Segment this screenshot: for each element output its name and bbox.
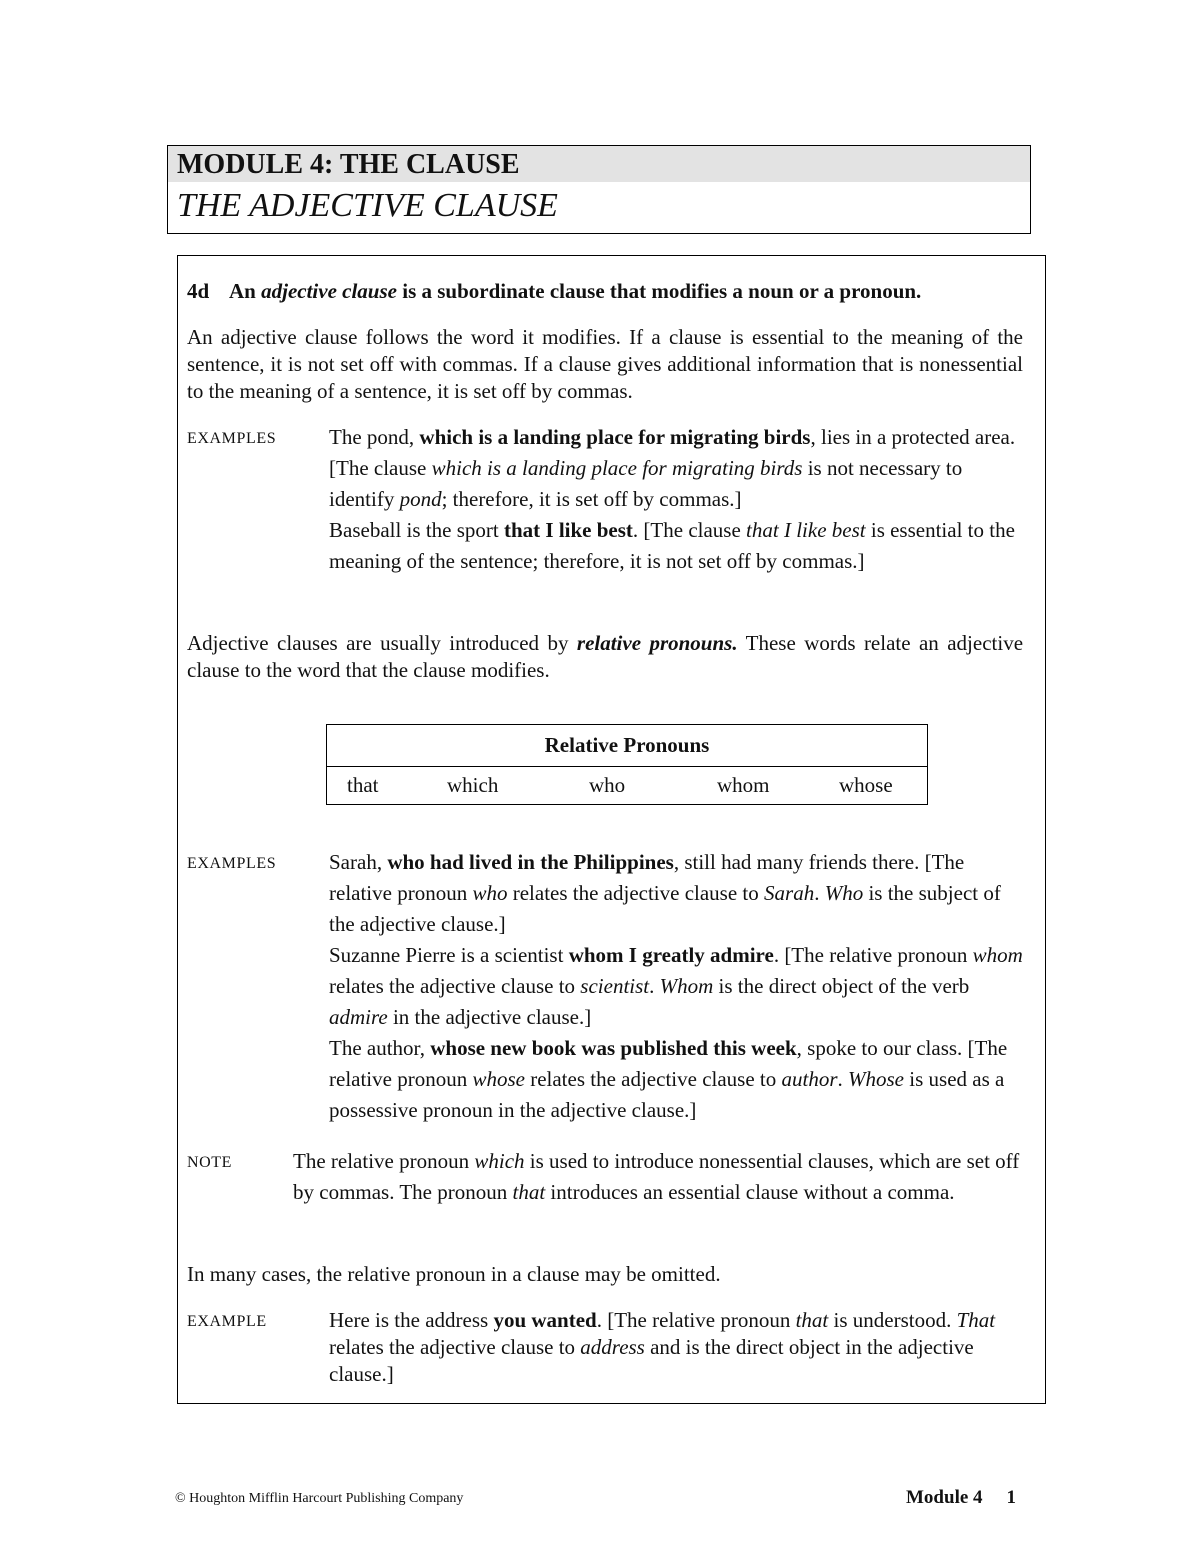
intro-paragraph: An adjective clause follows the word it modifies. If a clause is essential to the meaning of the sentence, it is not set off with commas. If a clause gives additional information that is nonessential to the meaning of a sentence, it is set off by commas. <box>187 325 1023 403</box>
example-author: The author, whose new book was published this week, spoke to our class. [The relative pronoun whose relates the adjective clause to author. Whose is used as a possessive pronoun in the adjective clause.] <box>329 1036 1008 1122</box>
example-label: EXAMPLE <box>187 1313 267 1330</box>
pronoun-cell: that <box>347 773 379 797</box>
rule-statement: 4d An adjective clause is a subordinate clause that modifies a noun or a pronoun. <box>187 279 922 303</box>
relative-pronouns-table <box>326 724 928 805</box>
rule-term: adjective clause <box>261 279 397 303</box>
module-header <box>167 145 1031 234</box>
relative-pronoun-paragraph: Adjective clauses are usually introduced by relative pronouns. These words relate an adjective clause to the word that the clause modifies. <box>187 631 1024 682</box>
pronoun-cell: who <box>589 773 626 797</box>
example-suzanne: Suzanne Pierre is a scientist whom I greatly admire. [The relative pronoun whom relates the adjective clause to scientist. Whom is the direct object of the verb admire in the adjective clause.] <box>329 943 1023 1029</box>
note-text: The relative pronoun which is used to introduce nonessential clauses, which are set off by commas. The pronoun that introduces an essential clause without a comma. <box>293 1149 1020 1204</box>
rule-number: 4d <box>187 279 210 303</box>
module-title: MODULE 4: THE CLAUSE <box>168 146 1030 182</box>
pronoun-cell: whose <box>839 773 893 797</box>
copyright-footer: © Houghton Mifflin Harcourt Publishing Company <box>175 1491 464 1506</box>
example-baseball: Baseball is the sport that I like best. [The clause that I like best is essential to the meaning of the sentence; therefore, it is not set off by commas.] <box>329 518 1015 573</box>
omit-paragraph: In many cases, the relative pronoun in a clause may be omitted. <box>187 1262 721 1286</box>
page-number: 1 <box>1006 1487 1017 1508</box>
footer-module: Module 4 <box>906 1487 983 1508</box>
table-row <box>327 767 927 805</box>
examples-label: EXAMPLES <box>187 430 277 447</box>
examples-label: EXAMPLES <box>187 855 277 872</box>
lesson-title: THE ADJECTIVE CLAUSE <box>177 187 558 224</box>
example-sarah: Sarah, who had lived in the Philippines, still had many friends there. [The relative pronoun who relates the adjective clause to Sarah. Who is the subject of the adjective clause.] <box>329 850 1001 936</box>
page-footer <box>906 1487 1016 1509</box>
table-title: Relative Pronouns <box>327 725 927 767</box>
example-pond: The pond, which is a landing place for migrating birds, lies in a protected area. [The clause which is a landing place for migrating birds is not necessary to identify pond; therefore, it is set off by commas.] <box>329 425 1016 511</box>
note-label: NOTE <box>187 1154 233 1171</box>
example-address: Here is the address you wanted. [The relative pronoun that is understood. That relates the adjective clause to address and is the direct object in the adjective clause.] <box>329 1308 996 1386</box>
pronoun-cell: which <box>447 773 499 797</box>
pronoun-cell: whom <box>717 773 770 797</box>
